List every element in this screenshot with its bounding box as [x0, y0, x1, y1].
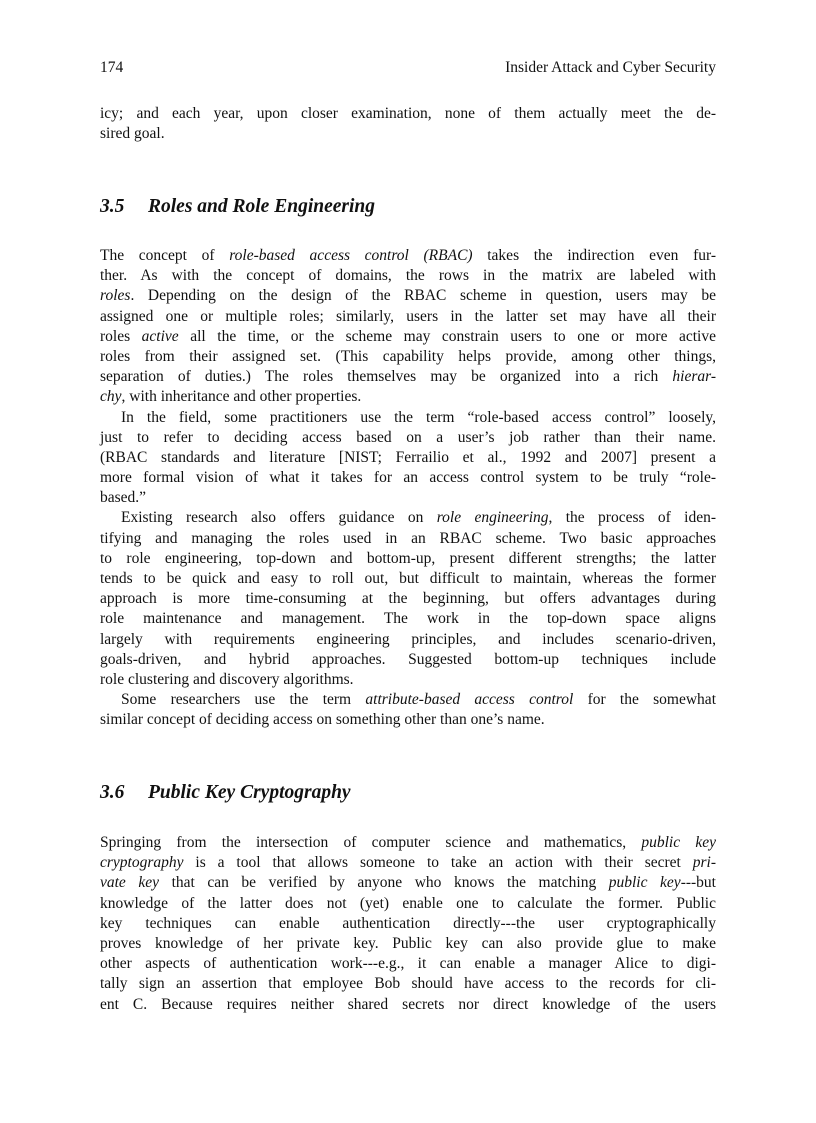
text-run: to role engineering, top-down and bottom-up, present different strengths; the latter — [100, 549, 716, 567]
text-run: approach is more time-consuming at the beginning, but offers advantages during — [100, 590, 716, 608]
emphasized-term: active — [141, 327, 179, 345]
intro-paragraph — [100, 104, 716, 144]
text-line — [100, 448, 716, 468]
section-3-5-body — [100, 246, 716, 731]
text-line — [100, 428, 716, 448]
text-run: all the time, or the scheme may constrain users to one or more active — [178, 327, 716, 345]
text-run: other aspects of authentication work---e.g., it can enable a manager Alice to digi- — [100, 955, 716, 973]
text-run: ther. As with the concept of domains, the rows in the matrix are labeled with — [100, 267, 716, 285]
text-run: based.” — [100, 489, 147, 507]
emphasized-term: chy — [100, 388, 122, 406]
text-run: tifying and managing the roles used in an RBAC scheme. Two basic approaches — [100, 529, 716, 547]
text-run: largely with requirements engineering principles, and includes scenario-driven, — [100, 630, 716, 648]
text-run: tally sign an assertion that employee Bob should have access to the records for cli- — [100, 975, 716, 993]
text-line — [100, 569, 716, 589]
text-line — [100, 630, 716, 650]
text-run: takes the indirection even fur- — [472, 247, 716, 264]
text-run: goals-driven, and hybrid approaches. Suggested bottom-up techniques include — [100, 650, 716, 668]
section-heading-3-6 — [100, 781, 351, 805]
page-number: 174 — [100, 59, 124, 76]
section-title: Roles and Role Engineering — [148, 196, 375, 217]
text-run: ---but — [680, 874, 716, 892]
section-3-6-body — [100, 833, 716, 1015]
text-run: ent C. Because requires neither shared secrets nor direct knowledge of the users — [100, 995, 716, 1013]
text-run: In the field, some practitioners use the term “role-based access control” loosely, — [121, 408, 716, 426]
emphasized-term: role engineering — [436, 509, 549, 527]
text-line — [100, 954, 716, 974]
text-run: assigned one or multiple roles; similarly, users in the latter set may have all their — [100, 307, 716, 325]
emphasized-term: cryptography — [100, 854, 184, 872]
text-run: , with inheritance and other properties. — [121, 388, 362, 406]
text-run: for the somewhat — [573, 691, 716, 709]
text-line — [100, 408, 716, 428]
text-line — [100, 508, 716, 528]
text-line — [100, 549, 716, 569]
text-line — [100, 609, 716, 629]
text-line — [100, 387, 716, 407]
text-line — [100, 650, 716, 670]
text-line — [100, 104, 716, 124]
text-run: proves knowledge of her private key. Public key can also provide glue to make — [100, 934, 716, 952]
text-run: roles — [100, 327, 142, 345]
text-run: just to refer to deciding access based on a user’s job rather than their name. — [100, 428, 716, 446]
text-line — [100, 246, 716, 266]
text-run: role maintenance and management. The work in the top-down space aligns — [100, 610, 716, 628]
text-line — [100, 286, 716, 306]
running-title: Insider Attack and Cyber Security — [505, 59, 716, 76]
text-line — [100, 327, 716, 347]
text-run: Springing from the intersection of computer science and mathematics, — [100, 834, 642, 851]
text-line — [100, 833, 716, 853]
text-run: that can be verified by anyone who knows the matching — [159, 874, 609, 892]
text-run: key techniques can enable authentication directly---the user cryptographically — [100, 914, 716, 932]
section-title: Public Key Cryptography — [148, 782, 351, 803]
emphasized-term: public key — [608, 874, 681, 892]
text-line — [100, 468, 716, 488]
text-line — [100, 347, 716, 367]
text-line — [100, 995, 716, 1015]
emphasized-term: roles — [100, 287, 131, 305]
text-line — [100, 873, 716, 893]
text-run: knowledge of the latter does not (yet) enable one to calculate the former. Public — [100, 894, 716, 912]
text-line — [100, 934, 716, 954]
text-run: , the process of iden- — [548, 509, 716, 527]
text-run: similar concept of deciding access on something other than one’s name. — [100, 711, 545, 729]
section-number: 3.5 — [100, 196, 125, 217]
text-run: The concept of — [100, 247, 230, 264]
text-run: Existing research also offers guidance on — [121, 509, 437, 527]
text-run: role clustering and discovery algorithms. — [100, 670, 354, 688]
text-line — [100, 670, 716, 690]
emphasized-term: public key — [641, 834, 716, 851]
emphasized-term: pri- — [692, 854, 716, 872]
text-line — [100, 488, 716, 508]
text-line — [100, 307, 716, 327]
text-run: sired goal. — [100, 125, 165, 143]
text-line — [100, 710, 716, 730]
emphasized-term: role-based access control (RBAC) — [229, 247, 473, 264]
text-line — [100, 266, 716, 286]
emphasized-term: attribute-based access control — [365, 691, 574, 709]
text-line — [100, 853, 716, 873]
text-line — [100, 124, 716, 144]
text-line — [100, 690, 716, 710]
section-number: 3.6 — [100, 782, 125, 803]
text-line — [100, 367, 716, 387]
text-run: Some researchers use the term — [121, 691, 366, 709]
text-line — [100, 529, 716, 549]
text-run: tends to be quick and easy to roll out, but difficult to maintain, whereas the former — [100, 570, 716, 587]
text-run: . Depending on the design of the RBAC scheme in question, users may be — [130, 287, 716, 305]
text-run: roles from their assigned set. (This capability helps provide, among other things, — [100, 347, 716, 365]
text-line — [100, 914, 716, 934]
text-line — [100, 974, 716, 994]
text-run: icy; and each year, upon closer examination, none of them actually meet the de- — [100, 105, 716, 122]
text-line — [100, 894, 716, 914]
text-run: (RBAC standards and literature [NIST; Ferrailio et al., 1992 and 2007] present a — [100, 448, 716, 466]
emphasized-term: hierar- — [672, 368, 716, 386]
text-run: separation of duties.) The roles themselves may be organized into a rich — [100, 368, 673, 386]
text-run: more formal vision of what it takes for an access control system to be truly “role- — [100, 469, 716, 487]
emphasized-term: vate key — [100, 874, 160, 892]
text-run: is a tool that allows someone to take an action with their secret — [183, 854, 693, 872]
text-line — [100, 589, 716, 609]
section-heading-3-5 — [100, 195, 375, 219]
